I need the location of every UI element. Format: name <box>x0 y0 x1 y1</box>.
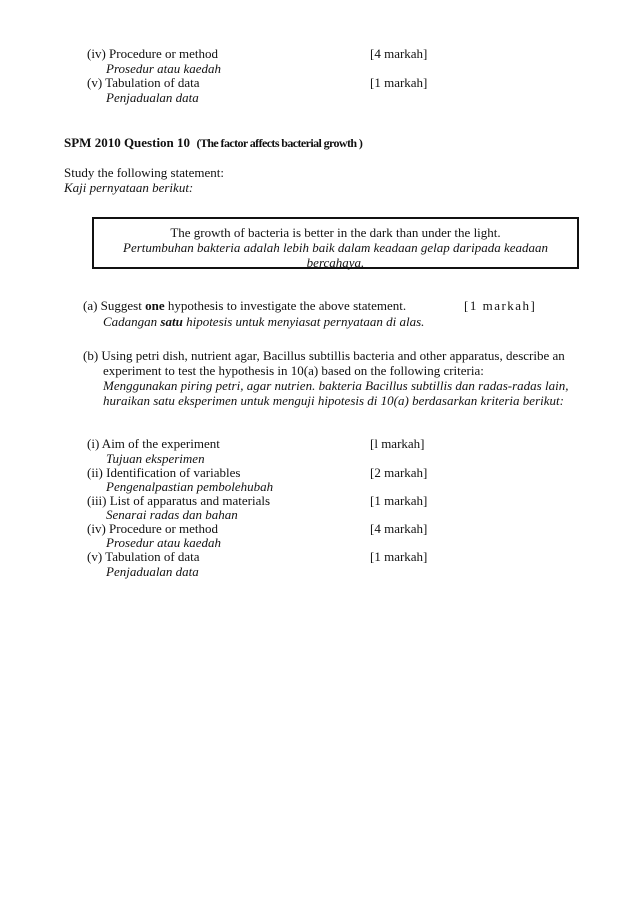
part-b-en-line1: (b) Using petri dish, nutrient agar, Bacillus subtillis bacteria and other apparatus, describe an <box>83 348 565 363</box>
criteria-v-label-my: Penjadualan data <box>106 564 199 579</box>
criteria-iii-label-my: Senarai radas dan bahan <box>106 507 238 522</box>
criteria-v-marks: [1 markah] <box>370 549 428 564</box>
statement-en: The growth of bacteria is better in the dark than under the light. <box>170 225 501 240</box>
criteria-ii-label-my: Pengenalpastian pembolehubah <box>106 479 274 494</box>
part-a-en-bold: one <box>145 298 165 313</box>
intro-en: Study the following statement: <box>64 165 224 180</box>
criteria-i-label: (i) Aim of the experiment <box>87 436 220 451</box>
criteria-i-label-my: Tujuan eksperimen <box>106 451 205 466</box>
top-item-iv-marks: [4 markah] <box>370 46 428 61</box>
criteria-iv-label-my: Prosedur atau kaedah <box>106 535 222 550</box>
intro-my: Kaji pernyataan berikut: <box>64 180 194 195</box>
part-a-my-bold: satu <box>160 314 183 329</box>
criteria-ii-label: (ii) Identification of variables <box>87 465 241 480</box>
part-b-my-line1: Menggunakan piring petri, agar nutrien. bakteria Bacillus subtillis dan radas-radas lain, <box>103 378 569 393</box>
part-a-en-pre: (a) Suggest <box>83 298 146 313</box>
criteria-i-marks: [l markah] <box>370 436 425 451</box>
top-item-iv-label: (iv) Procedure or method <box>87 46 219 61</box>
top-item-v-marks: [1 markah] <box>370 75 428 90</box>
top-item-v-label: (v) Tabulation of data <box>87 75 200 90</box>
question-heading <box>64 135 362 151</box>
part-b-my-line2: huraikan satu eksperimen untuk menguji hipotesis di 10(a) berdasarkan kriteria berikut: <box>103 393 564 408</box>
part-a-marks: [1 markah] <box>464 298 537 313</box>
criteria-ii-marks: [2 markah] <box>370 465 428 480</box>
criteria-v-label: (v) Tabulation of data <box>87 549 200 564</box>
part-a-my <box>103 314 424 329</box>
part-a-en <box>83 298 406 313</box>
part-a-my-post: hipotesis untuk menyiasat pernyataan di alas. <box>182 314 425 329</box>
criteria-iv-label: (iv) Procedure or method <box>87 521 219 536</box>
top-item-iv-label-my: Prosedur atau kaedah <box>106 61 222 76</box>
question-heading-topic: (The factor affects bacterial growth ) <box>196 136 363 150</box>
criteria-iii-label: (iii) List of apparatus and materials <box>87 493 271 508</box>
top-item-v-label-my: Penjadualan data <box>106 90 199 105</box>
criteria-iii-marks: [1 markah] <box>370 493 428 508</box>
part-a-en-post: hypothesis to investigate the above statement. <box>164 298 407 313</box>
question-heading-prefix: SPM 2010 Question 10 <box>64 135 191 150</box>
part-b-en-line2: experiment to test the hypothesis in 10(a) based on the following criteria: <box>103 363 484 378</box>
statement-my-line2: bercahaya. <box>306 255 365 270</box>
criteria-iv-marks: [4 markah] <box>370 521 428 536</box>
part-a-my-pre: Cadangan <box>103 314 161 329</box>
statement-box <box>92 217 579 269</box>
statement-my-line1: Pertumbuhan bakteria adalah lebih baik dalam keadaan gelap daripada keadaan <box>123 240 548 255</box>
